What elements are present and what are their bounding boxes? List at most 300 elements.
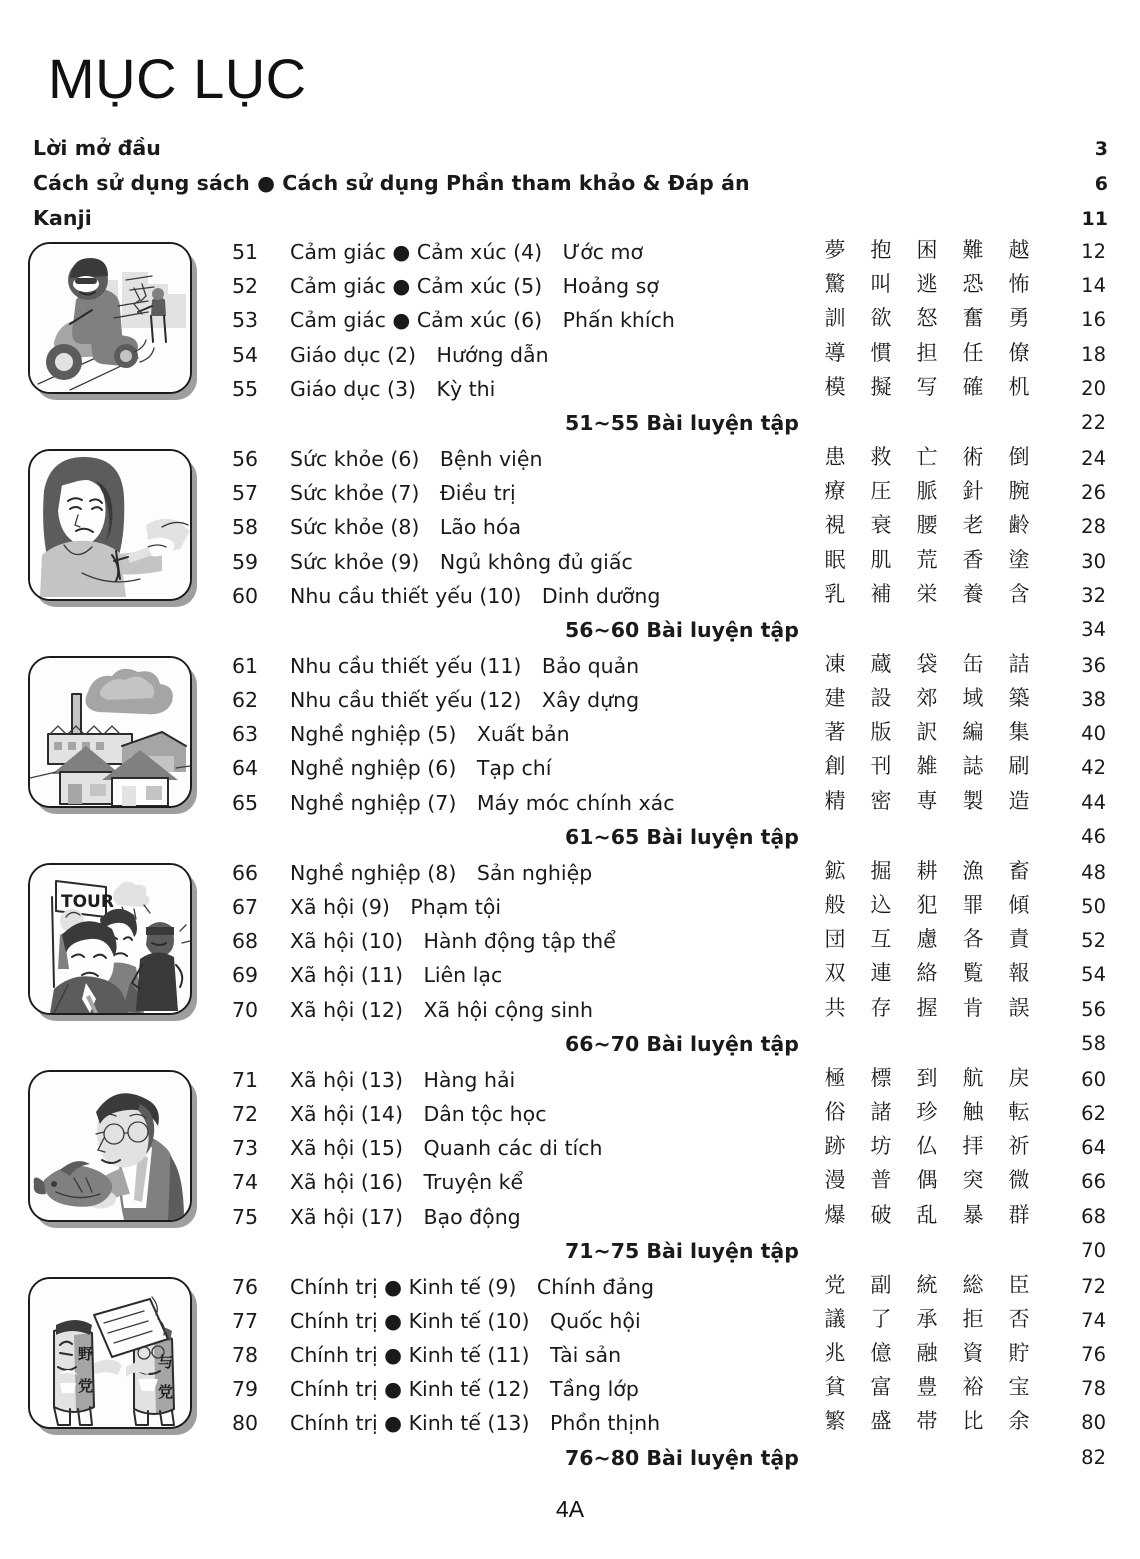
kanji-character: 億 [870,1341,892,1366]
page-number: 14 [1081,274,1106,298]
kanji-character: 肌 [870,547,892,572]
kanji-character: 誌 [962,754,984,779]
frontmatter-row [33,171,1108,206]
lesson-rows [0,1065,1140,1275]
kanji-character: 耕 [916,858,938,883]
kanji-character: 帯 [916,1409,938,1434]
lesson-title-text: Nhu cầu thiết yếu (11) Bảo quản [290,653,640,678]
frontmatter-list [33,136,1108,241]
kanji-character: 任 [962,340,984,365]
lesson-title-text: Cảm giác ● Cảm xúc (5) Hoảng sợ [290,274,659,299]
kanji-character: 掘 [870,858,892,883]
kanji-list [812,240,1058,261]
page-number: 32 [1081,583,1106,607]
toc-entry-row[interactable] [0,963,1140,997]
page-number: 12 [1081,240,1106,263]
lesson-title-text: Xã hội (9) Phạm tội [290,895,502,919]
page-number: 24 [1081,446,1106,470]
lesson-rows [0,240,1140,447]
exercise-page-number: 70 [1081,1238,1106,1262]
page-number: 20 [1081,376,1106,400]
frontmatter-page: 11 [1081,208,1108,230]
exercise-row[interactable] [0,411,1140,447]
kanji-character: 祈 [1008,1134,1030,1159]
exercise-row[interactable] [0,1032,1140,1068]
frontmatter-page: 3 [1094,138,1108,160]
kanji-character: 戻 [1008,1065,1030,1090]
kanji-list [812,581,1058,606]
toc-entry-row[interactable] [0,895,1140,929]
kanji-character: 建 [824,686,846,711]
lesson-number: 71 [232,1067,259,1092]
kanji-character: 圧 [870,479,892,504]
page-number: 40 [1081,722,1106,746]
lesson-title-text: Giáo dục (2) Hướng dẫn [290,342,549,367]
lesson-number: 79 [232,1377,259,1402]
toc-group [0,1065,1140,1275]
exercise-page-number: 22 [1081,410,1106,434]
kanji-character: 拝 [962,1134,984,1159]
kanji-character: 擬 [870,374,892,399]
kanji-character: 資 [962,1341,984,1366]
kanji-character: 雑 [916,754,938,779]
page-number: 30 [1081,549,1106,573]
kanji-character: 夢 [824,238,846,262]
kanji-character: 凍 [824,651,846,676]
kanji-character: 跡 [824,1134,846,1159]
kanji-character: 創 [824,754,846,779]
toc-entry-row[interactable] [0,929,1140,963]
lesson-number: 63 [232,722,259,747]
lesson-number: 76 [232,1274,259,1299]
toc-entry-row[interactable] [0,1377,1140,1411]
page-number: 36 [1081,653,1106,677]
exercise-label: 71~75 Bài luyện tập [565,1238,799,1263]
kanji-character: 僚 [1008,340,1030,365]
kanji-character: 恐 [962,272,984,297]
toc-entry-row[interactable] [0,1099,1140,1136]
page-number: 38 [1081,688,1106,712]
lesson-number: 78 [232,1343,259,1368]
exercise-label: 56~60 Bài luyện tập [565,617,799,642]
kanji-character: 微 [1008,1168,1030,1193]
kanji-character: 繁 [824,1409,846,1434]
exercise-label: 61~65 Bài luyện tập [565,824,799,849]
kanji-character: 偶 [916,1168,938,1193]
toc-entry-row[interactable] [0,756,1140,790]
kanji-list [812,858,1058,883]
kanji-character: 拒 [962,1306,984,1331]
toc-entry-row[interactable] [0,274,1140,308]
page-title: MỤC LỤC [48,46,307,110]
kanji-character: 倒 [1008,444,1030,469]
toc-group [0,858,1140,1068]
kanji-character: 突 [962,1168,984,1193]
kanji-character: 導 [824,340,846,365]
page-number: 74 [1081,1308,1106,1332]
kanji-list [812,722,1058,743]
page-number: 50 [1081,895,1106,918]
exercise-row[interactable] [0,1446,1140,1482]
kanji-character: 驚 [824,272,846,297]
toc-entry-row[interactable] [0,481,1140,515]
kanji-character: 怒 [916,306,938,331]
exercise-row[interactable] [0,618,1140,654]
kanji-character: 破 [870,1202,892,1227]
kanji-character: 怖 [1008,272,1030,297]
lesson-number: 53 [232,308,259,333]
lesson-rows [0,858,1140,1068]
kanji-character: 設 [870,686,892,711]
lesson-number: 58 [232,515,259,540]
kanji-list [812,756,1058,777]
toc-entry-row[interactable] [0,374,1140,411]
kanji-character: 欲 [870,306,892,331]
kanji-character: 蔵 [870,651,892,676]
kanji-character: 絡 [916,961,938,986]
kanji-character: 双 [824,961,846,986]
toc-entry-row[interactable] [0,722,1140,756]
kanji-character: 党 [824,1272,846,1297]
frontmatter-label: Lời mở đầu [33,136,161,160]
lesson-title-text: Xã hội (16) Truyện kể [290,1170,524,1195]
kanji-character: 暴 [962,1202,984,1227]
kanji-character: 裕 [962,1375,984,1400]
kanji-list [812,1136,1058,1157]
kanji-character: 困 [916,238,938,262]
kanji-character: 富 [870,1375,892,1400]
kanji-character: 集 [1008,720,1030,745]
toc-entry-row[interactable] [0,1411,1140,1445]
kanji-character: 造 [1008,788,1030,813]
kanji-character: 臣 [1008,1272,1030,1297]
toc-entry-row[interactable] [0,1272,1140,1309]
exercise-page-number: 82 [1081,1445,1106,1469]
kanji-character: 刊 [870,754,892,779]
kanji-character: 叫 [870,272,892,297]
toc-entry-row[interactable] [0,788,1140,825]
frontmatter-row [33,136,1108,171]
page-number: 76 [1081,1343,1106,1367]
exercise-label: 51~55 Bài luyện tập [565,410,799,435]
lesson-number: 68 [232,929,259,954]
kanji-character: 抱 [870,238,892,262]
kanji-character: 握 [916,995,938,1020]
page-number: 42 [1081,756,1106,780]
kanji-character: 比 [962,1409,984,1434]
lesson-title-text: Xã hội (12) Xã hội cộng sinh [290,997,594,1022]
toc-group [0,1272,1140,1482]
frontmatter-row [33,206,1108,241]
page-number: 54 [1081,963,1106,987]
toc-entry-row[interactable] [0,1170,1140,1204]
kanji-character: 宝 [1008,1375,1030,1400]
lesson-title-text: Xã hội (13) Hàng hải [290,1067,516,1092]
kanji-character: 豊 [916,1375,938,1400]
lesson-title-text: Chính trị ● Kinh tế (10) Quốc hội [290,1308,641,1333]
lesson-title-text: Nghề nghiệp (7) Máy móc chính xác [290,790,675,815]
kanji-character: 訓 [824,306,846,331]
kanji-character: 坊 [870,1134,892,1159]
kanji-character: 鉱 [824,858,846,883]
kanji-character: 築 [1008,686,1030,711]
lesson-title-text: Nghề nghiệp (5) Xuất bản [290,722,570,747]
kanji-character: 互 [870,927,892,952]
kanji-character: 塗 [1008,547,1030,572]
toc-entry-row[interactable] [0,547,1140,584]
kanji-list [812,1099,1058,1124]
kanji-character: 航 [962,1065,984,1090]
kanji-list [812,651,1058,676]
kanji-character: 版 [870,720,892,745]
kanji-character: 針 [962,479,984,504]
toc-entry-row[interactable] [0,995,1140,1032]
lesson-title-text: Nhu cầu thiết yếu (10) Dinh dưỡng [290,583,661,608]
kanji-character: 否 [1008,1306,1030,1331]
kanji-character: 含 [1008,581,1030,606]
kanji-character: 机 [1008,374,1030,399]
kanji-character: 爆 [824,1202,846,1227]
kanji-list [812,1377,1058,1398]
kanji-list [812,340,1058,365]
exercise-label: 76~80 Bài luyện tập [565,1445,799,1470]
kanji-character: 郊 [916,686,938,711]
lesson-title-text: Sức khỏe (9) Ngủ không đủ giấc [290,549,633,574]
kanji-character: 統 [916,1272,938,1297]
lesson-number: 75 [232,1204,259,1229]
toc-entry-row[interactable] [0,858,1140,895]
page-number: 62 [1081,1101,1106,1125]
toc-entry-row[interactable] [0,340,1140,377]
page-number: 18 [1081,342,1106,366]
kanji-character: 専 [916,788,938,813]
toc-entry-row[interactable] [0,308,1140,342]
lesson-number: 73 [232,1136,259,1161]
kanji-character: 精 [824,788,846,813]
kanji-character: 珍 [916,1099,938,1124]
lesson-title-text: Nghề nghiệp (6) Tạp chí [290,756,552,781]
toc-group [0,444,1140,654]
kanji-character: 著 [824,720,846,745]
lesson-number: 60 [232,583,259,608]
kanji-character: 覧 [962,961,984,986]
kanji-character: 議 [824,1306,846,1331]
kanji-list [812,1272,1058,1297]
kanji-list [812,481,1058,502]
kanji-list [812,895,1058,916]
exercise-page-number: 58 [1081,1031,1106,1055]
toc-entry-row[interactable] [0,240,1140,274]
kanji-character: 視 [824,513,846,538]
kanji-character: 確 [962,374,984,399]
kanji-character: 老 [962,513,984,538]
kanji-character: 密 [870,788,892,813]
kanji-character: 各 [962,927,984,952]
kanji-character: 慣 [870,340,892,365]
lesson-number: 69 [232,963,259,988]
kanji-list [812,995,1058,1020]
kanji-character: 香 [962,547,984,572]
page-number: 68 [1081,1204,1106,1228]
lesson-title-text: Nhu cầu thiết yếu (12) Xây dựng [290,688,640,713]
toc-entry-row[interactable] [0,651,1140,688]
kanji-character: 域 [962,686,984,711]
frontmatter-label: Cách sử dụng sách ● Cách sử dụng Phần tham khảo & Đáp án [33,171,750,195]
lesson-title-text: Sức khỏe (7) Điều trị [290,481,516,506]
lesson-number: 77 [232,1308,259,1333]
kanji-character: 乳 [824,581,846,606]
kanji-character: 誤 [1008,995,1030,1020]
page-number: 78 [1081,1377,1106,1401]
kanji-character: 亡 [916,444,938,469]
kanji-character: 諸 [870,1099,892,1124]
kanji-character: 極 [824,1065,846,1090]
kanji-character: 群 [1008,1202,1030,1227]
exercise-page-number: 34 [1081,617,1106,641]
table-of-contents [0,240,1140,1482]
toc-entry-row[interactable] [0,1306,1140,1343]
kanji-character: 刷 [1008,754,1030,779]
lesson-number: 52 [232,274,259,299]
page-number: 52 [1081,929,1106,953]
kanji-character: 傾 [1008,893,1030,917]
lesson-title-text: Sức khỏe (6) Bệnh viện [290,446,543,471]
kanji-character: 余 [1008,1409,1030,1434]
kanji-character: 標 [870,1065,892,1090]
kanji-character: 報 [1008,961,1030,986]
lesson-number: 67 [232,895,259,919]
kanji-character: 融 [916,1341,938,1366]
page-number: 64 [1081,1136,1106,1160]
kanji-character: 仏 [916,1134,938,1159]
kanji-character: 缶 [962,651,984,676]
kanji-character: 到 [916,1065,938,1090]
kanji-character: 越 [1008,238,1030,262]
kanji-character: 腰 [916,513,938,538]
toc-group [0,651,1140,861]
kanji-list [812,1343,1058,1364]
exercise-row[interactable] [0,1239,1140,1275]
kanji-character: 齢 [1008,513,1030,538]
lesson-rows [0,444,1140,654]
kanji-character: 難 [962,238,984,262]
kanji-list [812,1202,1058,1227]
lesson-title-text: Xã hội (10) Hành động tập thể [290,929,616,954]
kanji-character: 慮 [916,927,938,952]
exercise-page-number: 46 [1081,824,1106,848]
lesson-number: 57 [232,481,259,506]
lesson-rows [0,651,1140,861]
kanji-character: 漁 [962,858,984,883]
page-number: 26 [1081,481,1106,505]
frontmatter-page: 6 [1094,173,1108,195]
lesson-rows [0,1272,1140,1482]
kanji-character: 乱 [916,1202,938,1227]
page-number: 44 [1081,790,1106,814]
page-number: 60 [1081,1067,1106,1091]
lesson-title-text: Nghề nghiệp (8) Sản nghiệp [290,860,593,885]
kanji-list [812,929,1058,950]
toc-entry-row[interactable] [0,1136,1140,1170]
kanji-list [812,515,1058,536]
toc-entry-row[interactable] [0,581,1140,618]
toc-entry-row[interactable] [0,1343,1140,1377]
page-number: 72 [1081,1274,1106,1298]
kanji-character: 勇 [1008,306,1030,331]
lesson-number: 64 [232,756,259,781]
frontmatter-label: Kanji [33,206,92,230]
kanji-character: 畜 [1008,858,1030,883]
lesson-title-text: Cảm giác ● Cảm xúc (6) Phấn khích [290,308,675,333]
kanji-list [812,308,1058,329]
kanji-character: 訳 [916,720,938,745]
toc-entry-row[interactable] [0,688,1140,722]
lesson-number: 74 [232,1170,259,1195]
kanji-character: 総 [962,1272,984,1297]
kanji-character: 責 [1008,927,1030,952]
toc-entry-row[interactable] [0,515,1140,549]
kanji-list [812,788,1058,813]
kanji-character: 袋 [916,651,938,676]
kanji-character: 担 [916,340,938,365]
page-number: 80 [1081,1411,1106,1435]
lesson-number: 56 [232,446,259,471]
kanji-character: 奮 [962,306,984,331]
lesson-title-text: Sức khỏe (8) Lão hóa [290,515,522,540]
lesson-title-text: Giáo dục (3) Kỳ thi [290,376,496,401]
page-footer: 4A [555,1496,585,1522]
kanji-list [812,547,1058,572]
lesson-title-text: Xã hội (15) Quanh các di tích [290,1136,603,1161]
toc-entry-row[interactable] [0,444,1140,481]
toc-entry-row[interactable] [0,1065,1140,1102]
kanji-character: 療 [824,479,846,504]
lesson-number: 70 [232,997,259,1022]
lesson-title-text: Chính trị ● Kinh tế (12) Tầng lớp [290,1377,639,1402]
kanji-list [812,1411,1058,1432]
lesson-title-text: Xã hội (14) Dân tộc học [290,1101,547,1126]
kanji-character: 触 [962,1099,984,1124]
kanji-character: 詰 [1008,651,1030,676]
kanji-character: 編 [962,720,984,745]
page-number: 28 [1081,515,1106,539]
kanji-character: 普 [870,1168,892,1193]
lesson-title-text: Xã hội (17) Bạo động [290,1204,521,1229]
kanji-character: 共 [824,995,846,1020]
kanji-character: 衰 [870,513,892,538]
kanji-character: 救 [870,444,892,469]
lesson-number: 66 [232,860,259,885]
kanji-character: 漫 [824,1168,846,1193]
kanji-character: 承 [916,1306,938,1331]
kanji-character: 脈 [916,479,938,504]
toc-entry-row[interactable] [0,1202,1140,1239]
kanji-character: 荒 [916,547,938,572]
kanji-character: 兆 [824,1341,846,1366]
kanji-character: 団 [824,927,846,952]
kanji-character: 込 [870,893,892,917]
kanji-character: 俗 [824,1099,846,1124]
exercise-row[interactable] [0,825,1140,861]
lesson-number: 61 [232,653,259,678]
kanji-character: 眠 [824,547,846,572]
lesson-number: 62 [232,688,259,713]
toc-group [0,240,1140,447]
lesson-number: 59 [232,549,259,574]
kanji-character: 模 [824,374,846,399]
kanji-character: 写 [916,374,938,399]
kanji-character: 逃 [916,272,938,297]
